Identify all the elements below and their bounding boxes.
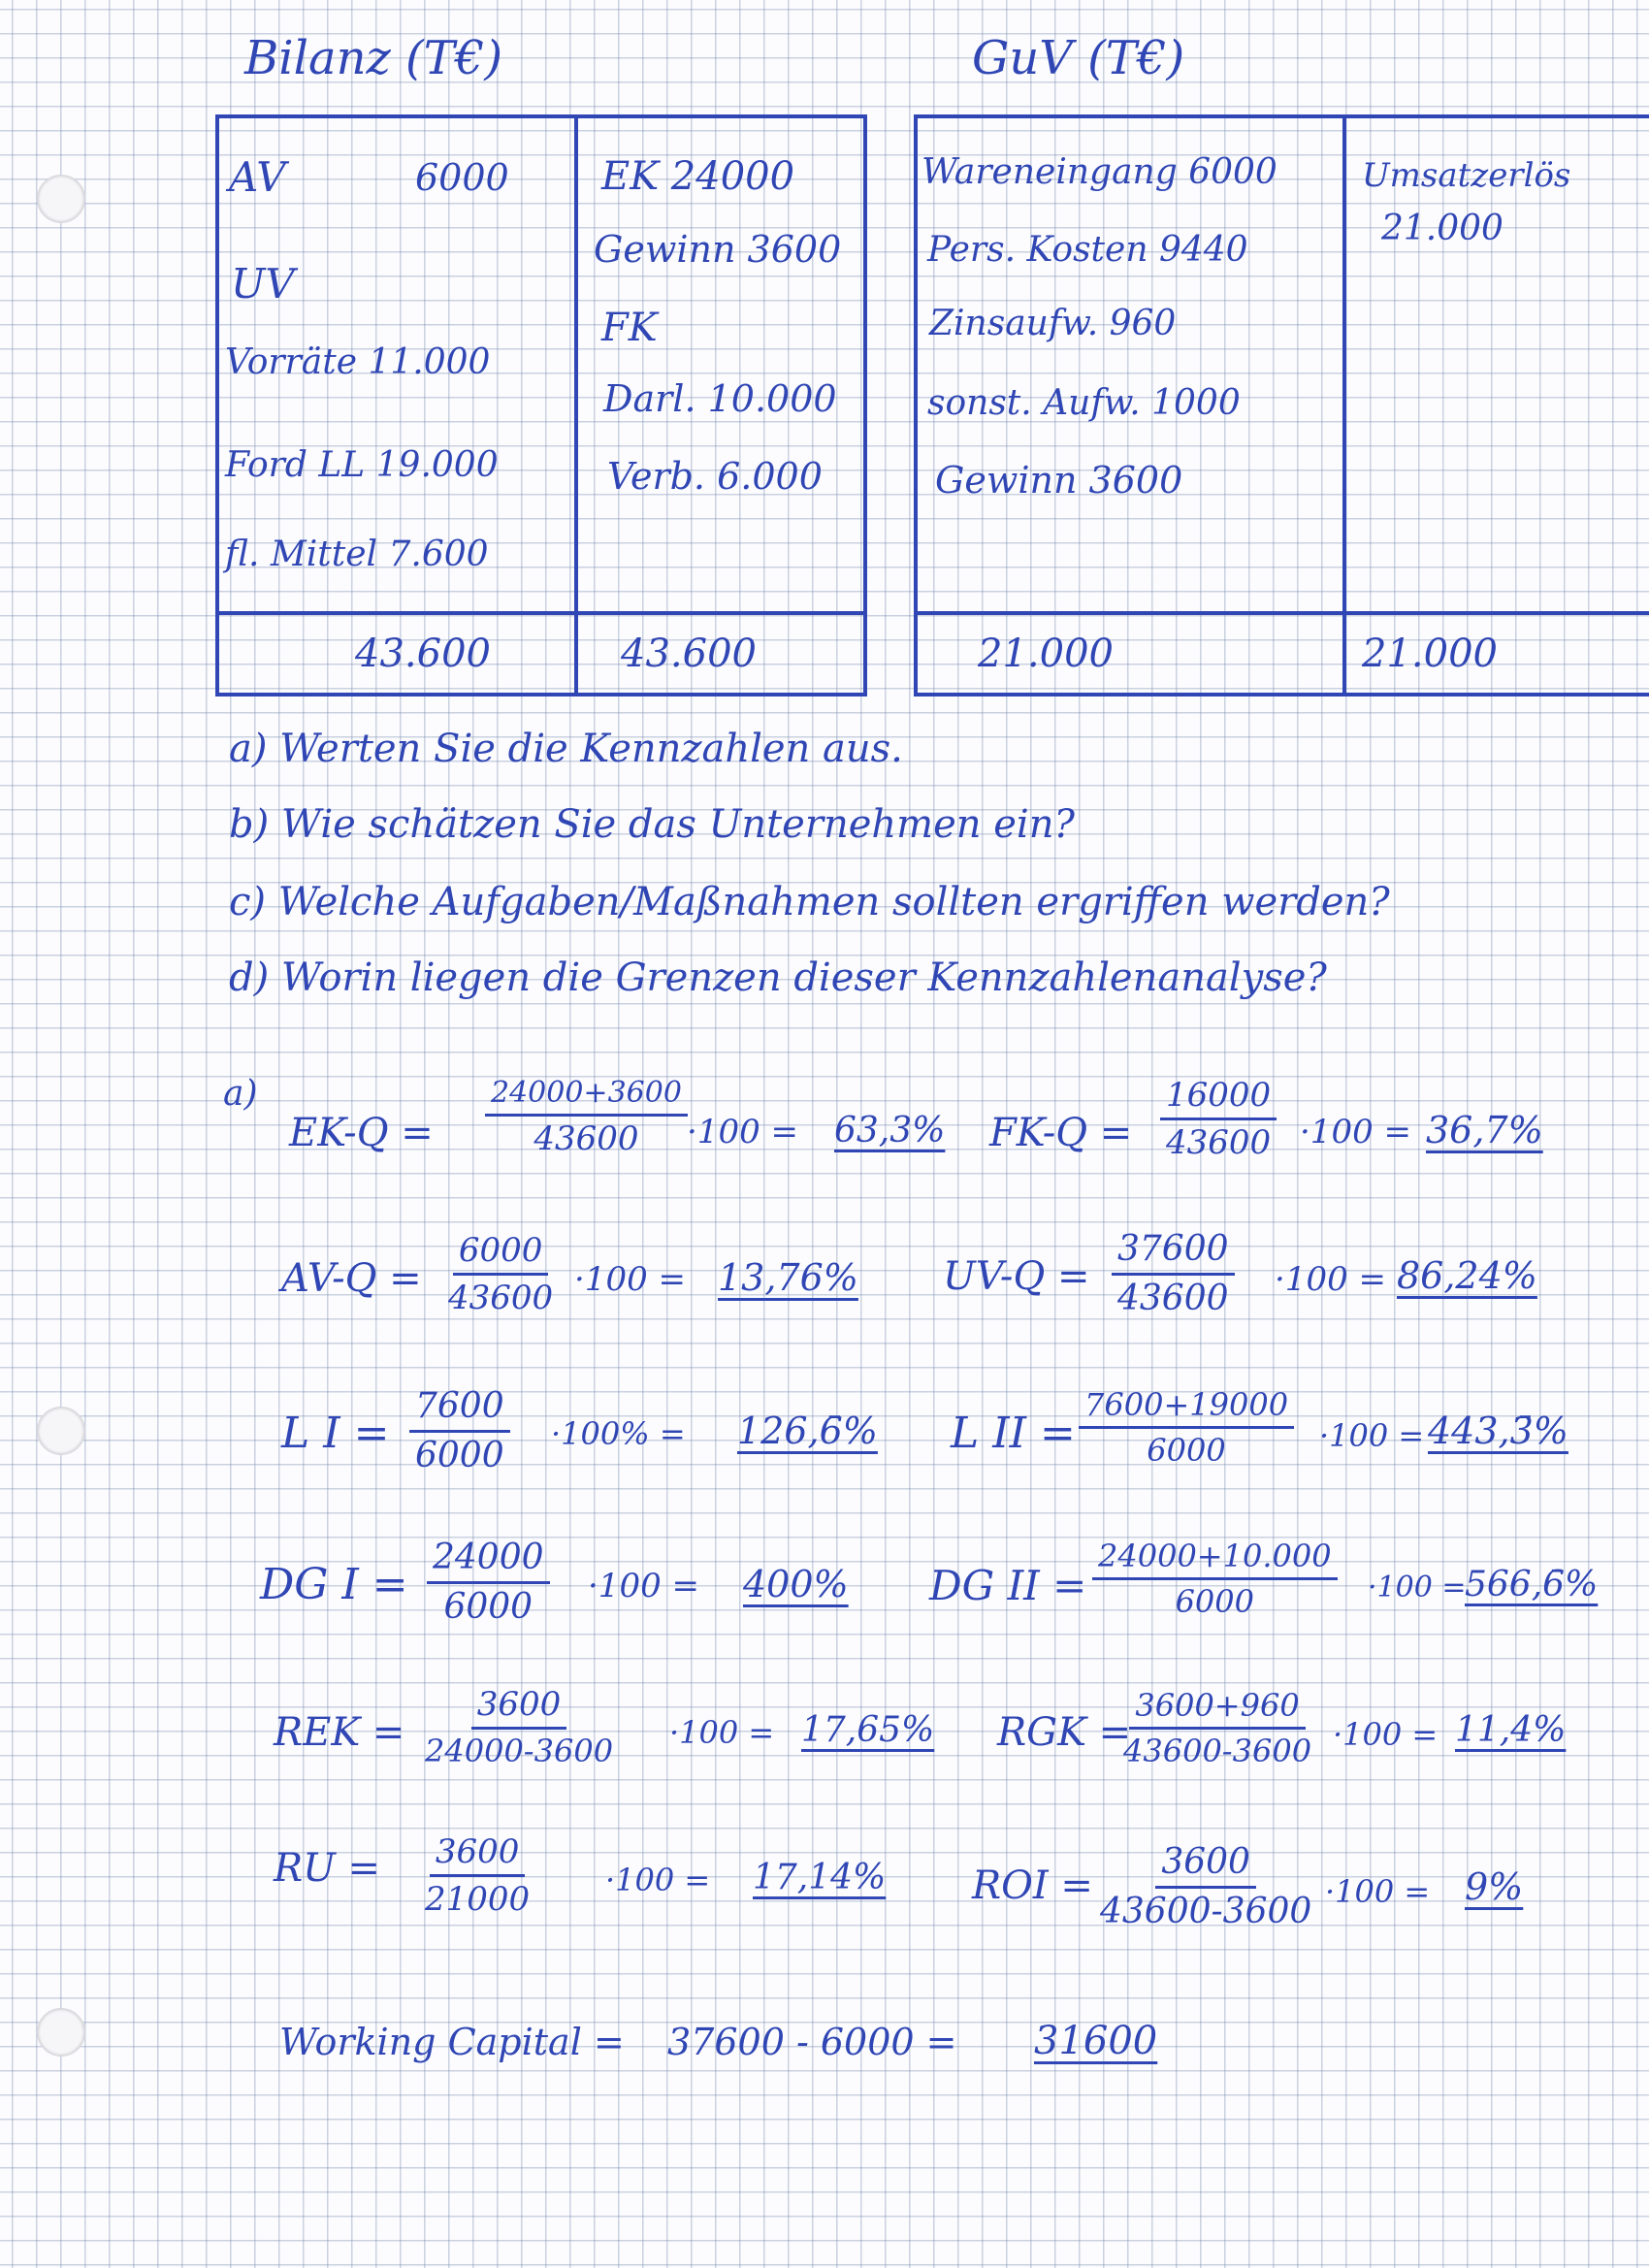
l1-tail: ·100% = [551, 1415, 686, 1452]
uvq-tail: ·100 = [1275, 1260, 1386, 1299]
bilanz-fk-label: FK [601, 306, 658, 350]
fkq-tail: ·100 = [1300, 1113, 1411, 1151]
question-b: b) Wie schätzen Sie das Unternehmen ein? [229, 802, 1075, 847]
bilanz-divider [574, 114, 578, 697]
ru-result: 17,14% [753, 1858, 887, 1897]
fkq-result: 36,7% [1426, 1109, 1543, 1151]
rek-numerator: 3600 [471, 1688, 567, 1730]
fkq-label: FK-Q = [989, 1111, 1133, 1155]
guv-umsatzerloes-value: 21.000 [1381, 209, 1504, 248]
guv-personalkosten: Pers. Kosten 9440 [927, 230, 1248, 270]
dg1-label: DG I = [260, 1560, 408, 1609]
guv-divider [1342, 114, 1346, 697]
l1-fraction [409, 1386, 510, 1475]
question-c: c) Welche Aufgaben/Maßnahmen sollten ergriffen werden? [229, 880, 1390, 924]
roi-denominator: 43600-3600 [1100, 1892, 1312, 1931]
dg2-fraction [1092, 1538, 1338, 1620]
fkq-numerator: 16000 [1160, 1079, 1277, 1120]
ru-fraction [419, 1832, 535, 1919]
dg1-numerator: 24000 [427, 1540, 550, 1584]
roi-fraction [1094, 1842, 1317, 1931]
rek-label: REK = [274, 1710, 405, 1755]
rgk-denominator: 43600-3600 [1123, 1733, 1312, 1769]
ekq-label: EK-Q = [289, 1111, 434, 1155]
dg2-label: DG II = [929, 1562, 1087, 1609]
punch-hole [37, 175, 85, 223]
rgk-result: 11,4% [1455, 1710, 1567, 1750]
ekq-result: 63,3% [834, 1111, 946, 1150]
l1-result: 126,6̄% [737, 1409, 878, 1452]
l1-numerator: 7600 [409, 1389, 510, 1433]
guv-umsatzerloes-label: Umsatzerlös [1362, 156, 1571, 195]
avq-result: 13,76% [718, 1256, 858, 1299]
bilanz-uv-label: UV [231, 260, 295, 308]
punch-hole [37, 1407, 85, 1455]
rek-tail: ·100 = [669, 1714, 775, 1751]
guv-soll-total: 21.000 [978, 632, 1114, 676]
l2-numerator: 7600+19000 [1079, 1389, 1294, 1429]
answer-a-label: a) [223, 1074, 258, 1114]
guv-zinsaufwand: Zinsaufw. 960 [929, 304, 1177, 343]
dg2-tail: ·100 = [1368, 1571, 1467, 1604]
fkq-denominator: 43600 [1166, 1123, 1272, 1162]
fkq-fraction [1160, 1076, 1277, 1162]
bilanz-ek: EK 24000 [601, 154, 795, 199]
uvq-numerator: 37600 [1112, 1232, 1235, 1276]
guv-wareneingang: Wareneingang 6000 [922, 152, 1277, 192]
l2-label: L II = [951, 1409, 1076, 1458]
avq-numerator: 6000 [453, 1234, 549, 1276]
dg2-result: 566,6̄% [1465, 1565, 1599, 1604]
working-capital-result: 31600 [1034, 2019, 1158, 2063]
roi-label: ROI = [972, 1863, 1093, 1908]
ru-denominator: 21000 [425, 1880, 531, 1919]
rek-fraction [419, 1685, 619, 1769]
guv-total-rule [914, 611, 1649, 615]
question-d: d) Worin liegen die Grenzen dieser Kennzahlenanalyse? [229, 956, 1327, 1000]
dg2-denominator: 6000 [1175, 1583, 1254, 1620]
roi-tail: ·100 = [1325, 1873, 1431, 1910]
ekq-tail: ·100 = [687, 1113, 798, 1151]
bilanz-gewinn: Gewinn 3600 [594, 228, 842, 271]
ekq-fraction [485, 1076, 688, 1158]
ekq-denominator: 43600 [534, 1119, 639, 1158]
bilanz-ford-ll: Ford LL 19.000 [225, 445, 499, 485]
working-capital-label: Working Capital = [279, 2021, 625, 2063]
avq-label: AV-Q = [281, 1256, 422, 1301]
bilanz-passiva-total: 43.600 [621, 632, 757, 676]
guv-haben-total: 21.000 [1362, 632, 1498, 676]
bilanz-av-value: 6000 [415, 156, 509, 199]
l1-denominator: 6000 [415, 1436, 504, 1475]
rgk-fraction [1117, 1687, 1317, 1769]
roi-numerator: 3600 [1155, 1845, 1256, 1889]
ekq-numerator: 24000+3600 [485, 1079, 688, 1117]
dg1-denominator: 6000 [443, 1587, 534, 1627]
l2-fraction [1079, 1386, 1294, 1469]
rgk-label: RGK = [997, 1710, 1132, 1755]
avq-denominator: 43600 [448, 1279, 554, 1317]
dg1-tail: ·100 = [588, 1567, 699, 1605]
rek-result: 17,65% [801, 1710, 935, 1750]
guv-title: GuV (T€) [972, 31, 1185, 85]
rgk-tail: ·100 = [1333, 1716, 1439, 1753]
dg1-fraction [427, 1540, 550, 1625]
guv-gewinn: Gewinn 3600 [935, 459, 1183, 502]
l2-tail: ·100 = [1319, 1417, 1425, 1454]
bilanz-verbindlichkeiten: Verb. 6.000 [607, 455, 823, 498]
uvq-result: 86,24% [1397, 1254, 1537, 1297]
roi-result: 9% [1465, 1865, 1524, 1908]
avq-fraction [442, 1231, 559, 1317]
l2-result: 443,3̄% [1428, 1409, 1568, 1452]
guv-sonstige-aufwand: sonst. Aufw. 1000 [927, 383, 1241, 423]
bilanz-title: Bilanz (T€) [244, 31, 503, 85]
ru-numerator: 3600 [430, 1835, 526, 1877]
ru-label: RU = [274, 1846, 381, 1891]
ru-tail: ·100 = [605, 1862, 711, 1898]
bilanz-av-label: AV [229, 153, 286, 201]
l1-label: L I = [281, 1409, 390, 1458]
question-a: a) Werten Sie die Kennzahlen aus. [229, 727, 903, 771]
bilanz-total-rule [215, 611, 867, 615]
uvq-fraction [1112, 1229, 1235, 1318]
dg1-result: 400% [743, 1563, 849, 1605]
bilanz-darlehen: Darl. 10.000 [603, 377, 837, 420]
uvq-label: UV-Q = [943, 1254, 1090, 1299]
rek-denominator: 24000-3600 [425, 1733, 614, 1769]
bilanz-fl-mittel: fl. Mittel 7.600 [225, 535, 489, 574]
dg2-numerator: 24000+10.000 [1092, 1540, 1338, 1580]
bilanz-aktiva-total: 43.600 [355, 632, 491, 676]
uvq-denominator: 43600 [1117, 1279, 1229, 1318]
working-capital-expression: 37600 - 6000 = [667, 2021, 957, 2063]
bilanz-vorraete: Vorräte 11.000 [225, 342, 491, 382]
rgk-numerator: 3600+960 [1129, 1690, 1305, 1730]
l2-denominator: 6000 [1147, 1432, 1226, 1469]
avq-tail: ·100 = [574, 1260, 686, 1299]
punch-hole [37, 2008, 85, 2057]
